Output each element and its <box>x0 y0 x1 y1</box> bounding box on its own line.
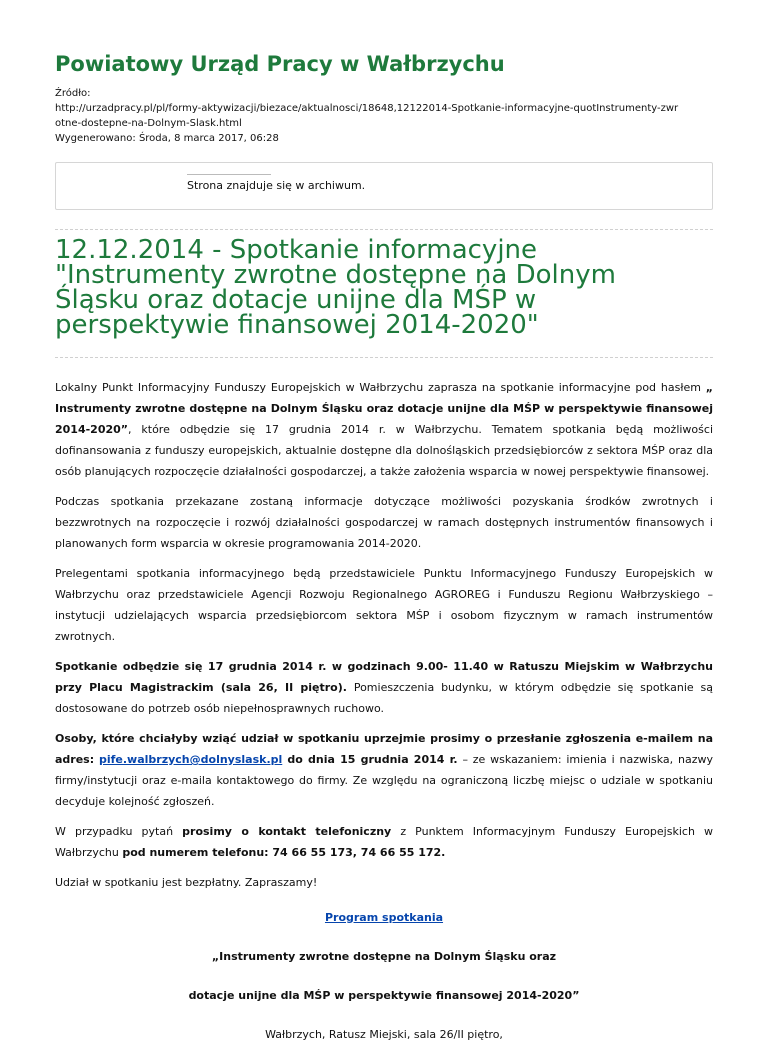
event-name: „ Instrumenty zwrotne dostępne na Dolnym Śląsku oraz dotacje unijne dla MŚP w perspektywie finansowej 2014-2020” <box>55 381 713 436</box>
archive-rule <box>187 174 271 175</box>
email-link[interactable]: pife.walbrzych@dolnyslask.pl <box>98 753 283 766</box>
paragraph-venue: Spotkanie odbędzie się 17 grudnia 2014 r. w godzinach 9.00- 11.40 w Ratuszu Miejskim w Wałbrzychu przy Placu Magistrackim (sala 26, II piętro). Pomieszczenia budynku, w którym odbędzie się spotkanie są dostosowane do potrzeb osób niepełnosprawnych ruchowo. <box>55 660 713 715</box>
program-link[interactable]: Program spotkania <box>324 911 444 924</box>
source-label: Źródło: <box>55 88 91 99</box>
paragraph-info: Podczas spotkania przekazane zostaną informacje dotyczące możliwości pozyskania środków zwrotnych i bezzwrotnych na rozpoczęcie i rozwój działalności gospodarczej w ramach dostępnych instrumentów finansowych i planowanych form wsparcia w okresie programowania 2014-2020. <box>55 495 713 550</box>
paragraph-speakers: Prelegentami spotkania informacyjnego będą przedstawiciele Punktu Informacyjnego Funduszy Europejskich w Wałbrzychu oraz przedstawiciele Agencji Rozwoju Regionalnego AGROREG i Funduszu Regionu Wałbrzyskiego – instytucji udzielających wsparcia przedsiębiorcom sektora MŚP i osobom fizycznym w ramach instrumentów zwrotnych. <box>55 567 713 643</box>
site-title: Powiatowy Urząd Pracy w Wałbrzychu <box>55 52 505 76</box>
paragraph-intro: Lokalny Punkt Informacyjny Funduszy Europejskich w Wałbrzychu zaprasza na spotkanie informacyjne pod hasłem „ Instrumenty zwrotne dostępne na Dolnym Śląsku oraz dotacje unijne dla MŚP w perspektywie finansowej 2014-2020”, które odbędzie się 17 grudnia 2014 r. w Wałbrzychu. Tematem spotkania będą możliwości dofinansowania z funduszy europejskich, aktualnie dostępne dla dolnośląskich przedsiębiorców z sektora MŚP oraz dla osób planujących rozpoczęcie działalności gospodarczej, a także założenia wsparcia w nowej perspektywie finansowej. <box>55 381 713 478</box>
article-title: 12.12.2014 - Spotkanie informacyjne "Instrumenty zwrotne dostępne na Dolnym Śląsku oraz dotacje unijne dla MŚP w perspektywie finansowej 2014-2020" <box>55 235 616 340</box>
source-url-line-2: otne-dostepne-na-Dolnym-Slask.html <box>55 118 242 129</box>
archive-notice-box <box>55 162 713 210</box>
divider-bottom <box>55 357 713 358</box>
program-title-line-1: „Instrumenty zwrotne dostępne na Dolnym Śląsku oraz <box>211 950 557 963</box>
paragraph-contact: W przypadku pytań prosimy o kontakt telefoniczny z Punktem Informacyjnym Funduszy Europejskich w Wałbrzychu pod numerem telefonu: 74 66 55 173, 74 66 55 172. <box>55 825 713 859</box>
program-title-line-2: dotacje unijne dla MŚP w perspektywie finansowej 2014-2020” <box>188 989 580 1002</box>
paragraph-registration: Osoby, które chciałyby wziąć udział w spotkaniu uprzejmie prosimy o przesłanie zgłoszenia e-mailem na adres: pife.walbrzych@dolnyslask.pl do dnia 15 grudnia 2014 r. – ze wskazaniem: imienia i nazwiska, nazwy firmy/instytucji oraz e-maila kontaktowego do firmy. Ze względu na ograniczoną liczbę miejsc o udziale w spotkaniu decyduje kolejność zgłoszeń. <box>55 732 713 808</box>
paragraph-free: Udział w spotkaniu jest bezpłatny. Zapraszamy! <box>55 876 318 889</box>
generated-timestamp: Wygenerowano: Środa, 8 marca 2017, 06:28 <box>55 133 279 144</box>
program-place: Wałbrzych, Ratusz Miejski, sala 26/II piętro, <box>265 1028 503 1041</box>
source-url-line-1: http://urzadpracy.pl/pl/formy-aktywizacji/biezace/aktualnosci/18648,12122014-Spotkanie-informacyjne-quotInstrumenty-zwr <box>55 103 679 114</box>
source-meta <box>55 86 715 146</box>
divider-top <box>55 229 713 230</box>
archive-notice: Strona znajduje się w archiwum. <box>187 179 366 192</box>
article-body <box>55 377 713 1063</box>
